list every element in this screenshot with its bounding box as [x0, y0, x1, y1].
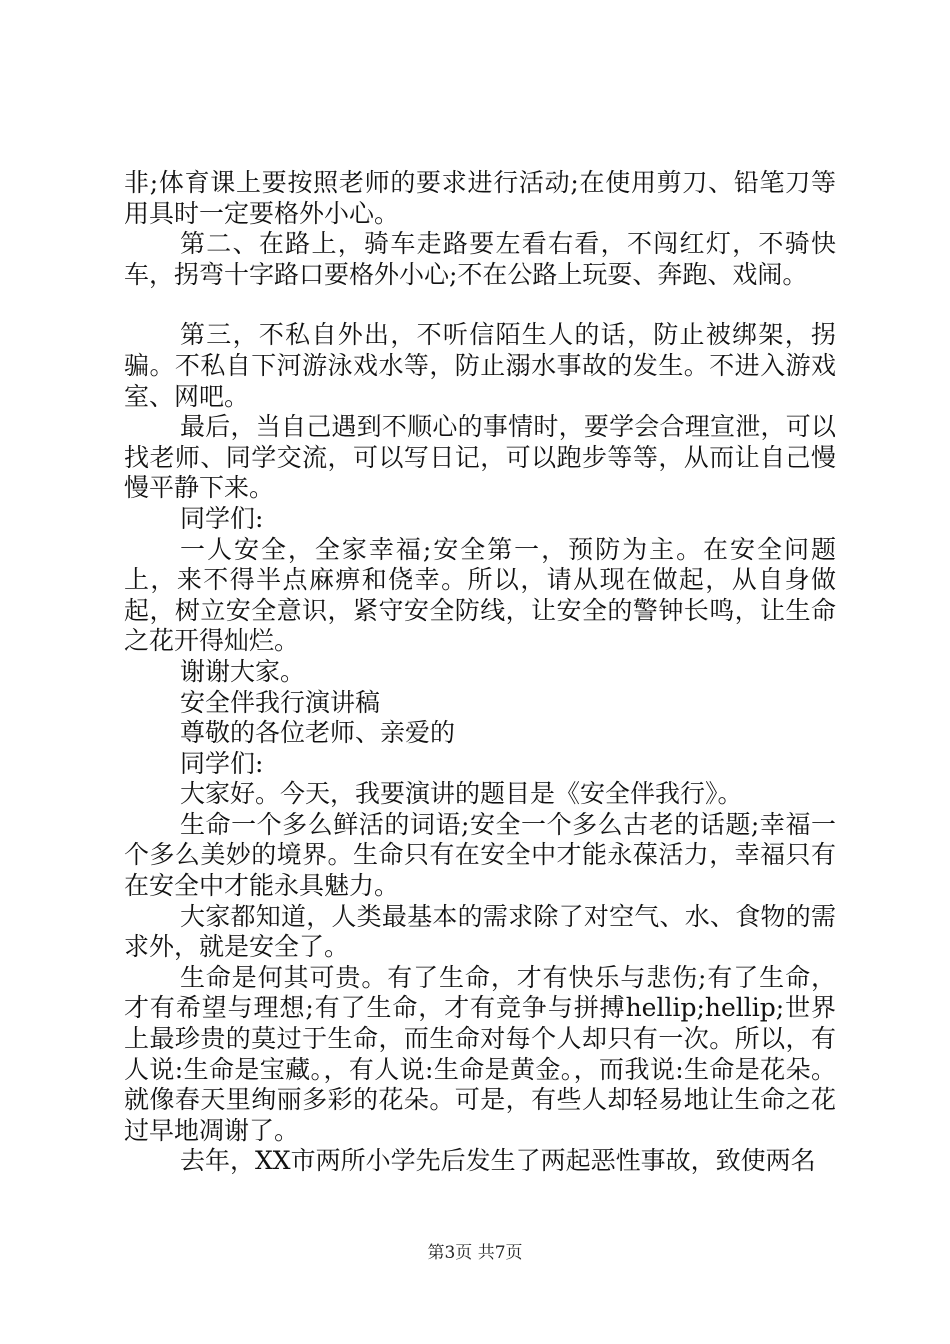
paragraph-salutation: 同学们:	[180, 503, 264, 533]
paragraph-third-point: 第三，不私自外出，不听信陌生人的话，防止被绑架，拐骗。不私自下河游泳戏水等，防止溺水事故的发生。不进入游戏室、网吧。	[124, 320, 836, 411]
paragraph-salutation-2: 同学们:	[180, 748, 264, 778]
paragraph-finally: 最后，当自己遇到不顺心的事情时，要学会合理宣泄，可以找老师、同学交流，可以写日记，可以跑步等等，从而让自己慢慢平静下来。	[124, 412, 836, 503]
paragraph-greeting: 尊敬的各位老师、亲爱的	[180, 718, 456, 748]
page-number: 第3页 共7页	[427, 1243, 523, 1263]
speech-title: 安全伴我行演讲稿	[180, 687, 381, 717]
paragraph-life-safety: 生命一个多么鲜活的词语;安全一个多么古老的话题;幸福一个多么美妙的境界。生命只有在安全中才能永葆活力，幸福只有在安全中才能永具魅力。	[124, 809, 836, 901]
document-body	[124, 168, 836, 1177]
paragraph-basic-needs: 大家都知道，人类最基本的需求除了对空气、水、食物的需求外，就是安全了。	[124, 901, 836, 962]
paragraph-continuation: 非;体育课上要按照老师的要求进行活动;在使用剪刀、铅笔刀等用具时一定要格外小心。	[124, 168, 836, 228]
paragraph-life-precious: 生命是何其可贵。有了生命，才有快乐与悲伤;有了生命，才有希望与理想;有了生命，才有竞争与拼搏hellip;hellip;世界上最珍贵的莫过于生命，而生命对每个人却只有一次。所以，有人说:生命是宝藏。，有人说:生命是黄金。，而我说:生命是花朵。就像春天里绚丽多彩的花朵。可是，有些人却轻易地让生命之花过早地凋谢了。	[124, 962, 836, 1145]
paragraph-second-point: 第二、在路上，骑车走路要左看右看，不闯红灯，不骑快车，拐弯十字路口要格外小心;不在公路上玩耍、奔跑、戏闹。	[124, 229, 836, 289]
paragraph-intro: 大家好。今天，我要演讲的题目是《安全伴我行》。	[180, 779, 743, 809]
paragraph-last-year: 去年，XX市两所小学先后发生了两起恶性事故，致使两名	[180, 1146, 816, 1176]
paragraph-safety-first: 一人安全，全家幸福;安全第一，预防为主。在安全问题上，来不得半点麻痹和侥幸。所以，请从现在做起，从自身做起，树立安全意识，紧守安全防线，让安全的警钟长鸣，让生命之花开得灿烂。	[124, 534, 836, 656]
paragraph-thanks: 谢谢大家。	[180, 656, 306, 686]
